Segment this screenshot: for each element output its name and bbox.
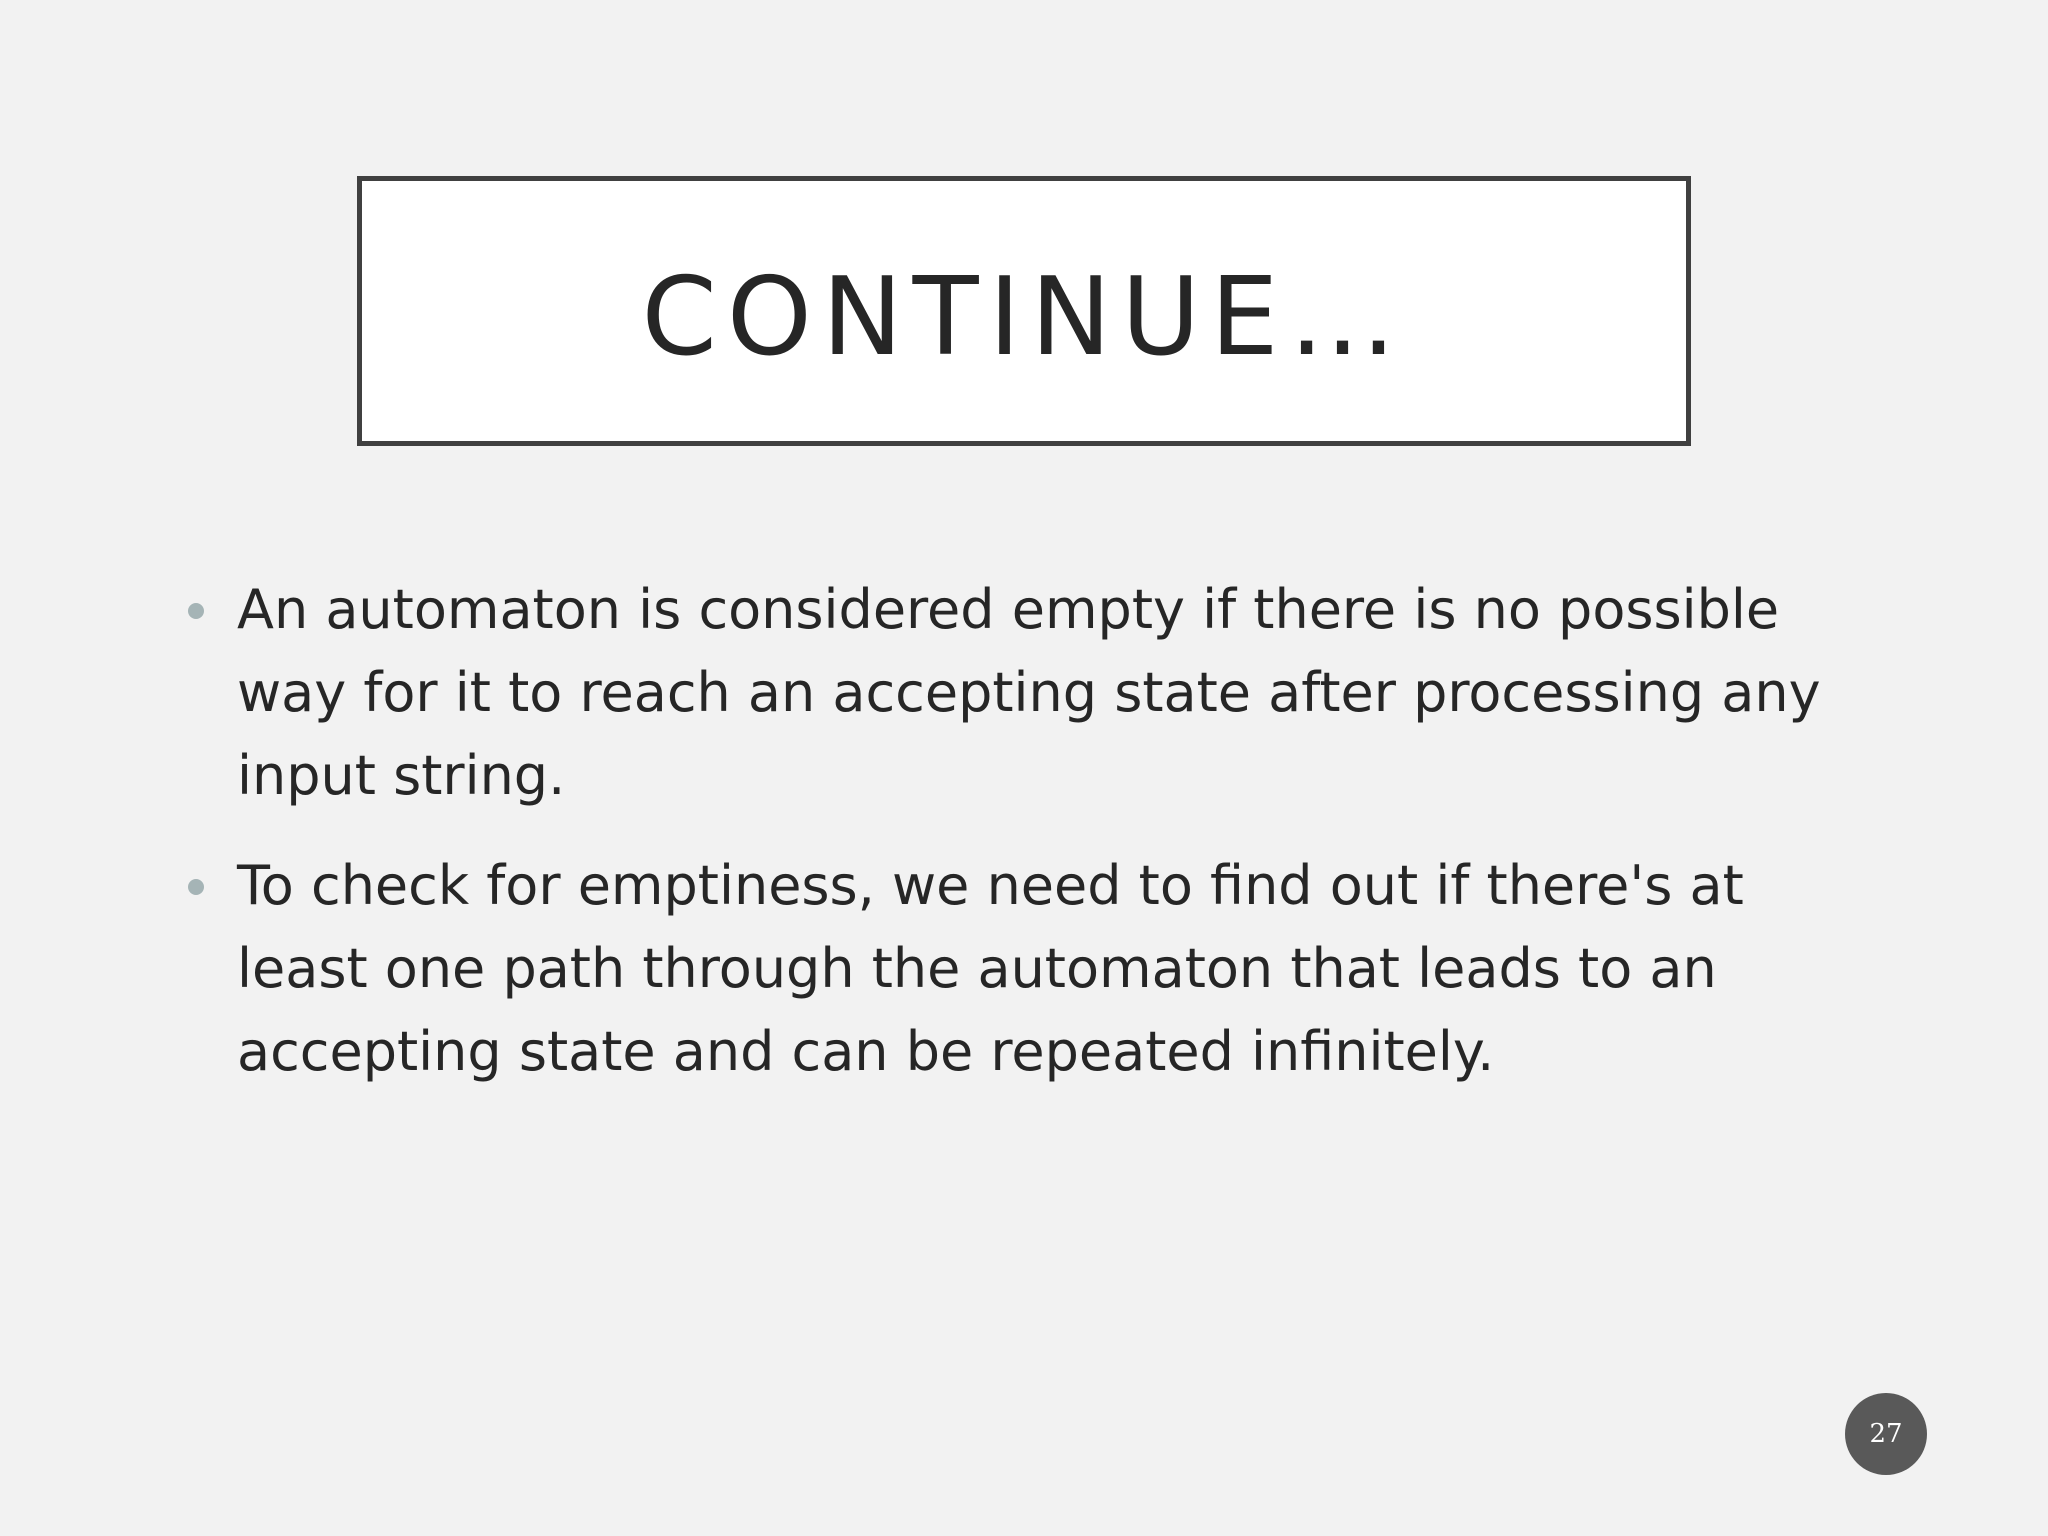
title-box bbox=[357, 176, 1691, 446]
bullet-dot-icon bbox=[188, 603, 204, 619]
bullet-item bbox=[180, 844, 1880, 1093]
bullet-text: To check for emptiness, we need to find out if there's at least one path through the automaton that leads to an accepting state and can be repeated infinitely. bbox=[237, 854, 1744, 1083]
bullet-item bbox=[180, 568, 1880, 817]
bullet-list bbox=[180, 568, 1880, 1120]
slide-title: CONTINUE… bbox=[641, 254, 1407, 380]
page-number-badge bbox=[1845, 1393, 1927, 1475]
bullet-text: An automaton is considered empty if there is no possible way for it to reach an accepting state after processing any input string. bbox=[237, 578, 1821, 807]
page-number: 27 bbox=[1869, 1419, 1903, 1449]
bullet-dot-icon bbox=[188, 879, 204, 895]
